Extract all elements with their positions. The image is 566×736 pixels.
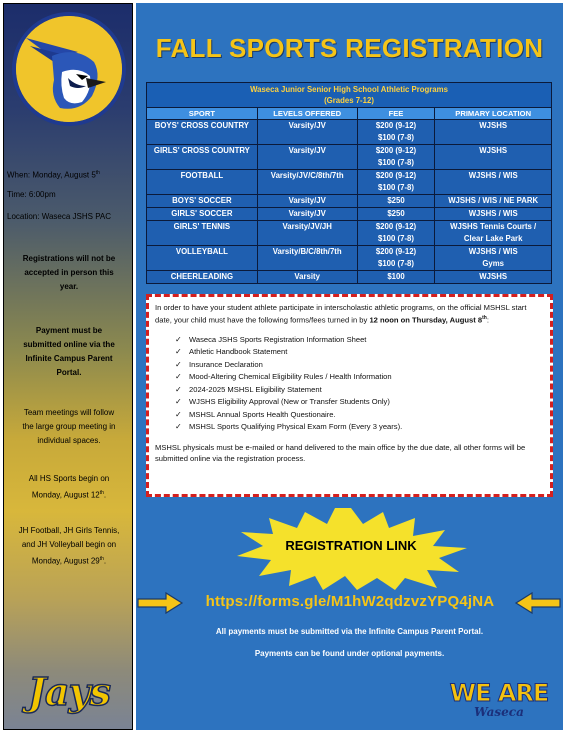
levels-cell: Varsity/JV — [257, 145, 357, 170]
registration-url-link[interactable]: https://forms.gle/M1hW2qdzvzYPQ4jNA — [205, 593, 495, 610]
check-icon: ✓ — [175, 409, 182, 419]
jays-logo: Jays — [27, 669, 111, 714]
online-payment-notice: Payment must be submitted online via the Infinite Campus Parent Portal. — [23, 326, 115, 377]
levels-cell: Varsity/JV — [257, 208, 357, 221]
forms-footer: MSHSL physicals must be e-mailed or hand delivered to the main office by the due date, all other forms will be submitted online via the registration process. — [155, 442, 526, 463]
required-forms-box — [146, 294, 553, 497]
forms-intro: In order to have your student athlete participate in interscholastic athletic programs, on the official MSHSL start date, your child must have the following forms/fees turned in by 12 noon on Thursday, August 8th: — [155, 303, 527, 325]
fee-cell: $200 (9-12) $100 (7-8) — [357, 170, 435, 195]
sport-cell: GIRLS' TENNIS — [147, 221, 258, 246]
column-header: LEVELS OFFERED — [257, 108, 357, 120]
location-cell: WJSHS — [435, 271, 552, 284]
main-panel — [136, 3, 563, 730]
no-in-person-notice: Registrations will not be accepted in person this year. — [22, 254, 116, 291]
table-row — [147, 120, 552, 145]
athletic-programs-table — [146, 82, 552, 284]
column-header: FEE — [357, 108, 435, 120]
sport-cell: CHEERLEADING — [147, 271, 258, 284]
hs-sports-start: All HS Sports begin on Monday, August 12th. — [28, 474, 110, 500]
sport-cell: FOOTBALL — [147, 170, 258, 195]
list-item: ✓ Mood-Altering Chemical Eligibility Rules / Health Information — [175, 371, 544, 384]
arrow-right-icon — [136, 591, 184, 615]
jh-sports-start: JH Football, JH Girls Tennis, and JH Volleyball begin on Monday, August 29th. — [18, 526, 120, 566]
location-cell: WJSHS Tennis Courts / Clear Lake Park — [435, 221, 552, 246]
table-row — [147, 221, 552, 246]
list-item: ✓ MSHSL Annual Sports Health Questionaire. — [175, 409, 544, 422]
we-are-waseca-logo: WE ARE Waseca — [449, 679, 549, 719]
list-item: ✓ WJSHS Eligibility Approval (New or Transfer Students Only) — [175, 396, 544, 409]
location-text: Location: Waseca JSHS PAC — [7, 212, 112, 221]
table-row — [147, 170, 552, 195]
table-row — [147, 145, 552, 170]
fee-cell: $200 (9-12) $100 (7-8) — [357, 145, 435, 170]
registration-link-label: REGISTRATION LINK — [285, 538, 417, 553]
payment-note: All payments must be submitted via the Infinite Campus Parent Portal. — [215, 627, 484, 636]
table-row — [147, 208, 552, 221]
levels-cell: Varsity/JV — [257, 120, 357, 145]
location-cell: WJSHS / WIS — [435, 170, 552, 195]
levels-cell: Varsity — [257, 271, 357, 284]
check-icon: ✓ — [175, 334, 182, 344]
page-title: FALL SPORTS REGISTRATION — [155, 33, 544, 63]
levels-cell: Varsity/JV — [257, 195, 357, 208]
list-item: ✓ Waseca JSHS Sports Registration Information Sheet — [175, 334, 544, 347]
location-cell: WJSHS / WIS Gyms — [435, 246, 552, 271]
check-icon: ✓ — [175, 347, 182, 357]
sport-cell: GIRLS' SOCCER — [147, 208, 258, 221]
team-meetings-notice: Team meetings will follow the large group meeting in individual spaces. — [22, 408, 116, 445]
levels-cell: Varsity/JV/JH — [257, 221, 357, 246]
fee-cell: $200 (9-12) $100 (7-8) — [357, 246, 435, 271]
table-row — [147, 271, 552, 284]
levels-cell: Varsity/JV/C/8th/7th — [257, 170, 357, 195]
location-cell: WJSHS / WIS / NE PARK — [435, 195, 552, 208]
list-item: ✓ Athletic Handbook Statement — [175, 346, 544, 359]
column-header: SPORT — [147, 108, 258, 120]
check-icon: ✓ — [175, 422, 182, 432]
check-icon: ✓ — [175, 359, 182, 369]
levels-cell: Varsity/B/C/8th/7th — [257, 246, 357, 271]
location-cell: WJSHS — [435, 145, 552, 170]
sport-cell: BOYS' CROSS COUNTRY — [147, 120, 258, 145]
arrow-left-icon — [514, 591, 562, 615]
table-row — [147, 246, 552, 271]
sport-cell: BOYS' SOCCER — [147, 195, 258, 208]
payment-location-note: Payments can be found under optional payments. — [254, 649, 445, 658]
sport-cell: VOLLEYBALL — [147, 246, 258, 271]
list-item: ✓ MSHSL Sports Qualifying Physical Exam Form (Every 3 years). — [175, 421, 544, 434]
sport-cell: GIRLS' CROSS COUNTRY — [147, 145, 258, 170]
column-header: PRIMARY LOCATION — [435, 108, 552, 120]
fee-cell: $200 (9-12) $100 (7-8) — [357, 221, 435, 246]
sidebar — [3, 3, 133, 730]
fee-cell: $100 — [357, 271, 435, 284]
fee-cell: $250 — [357, 208, 435, 221]
time-text: Time: 6:00pm — [7, 190, 56, 199]
fee-cell: $200 (9-12) $100 (7-8) — [357, 120, 435, 145]
list-item: ✓ Insurance Declaration — [175, 359, 544, 372]
blue-jay-mascot-icon — [12, 12, 126, 126]
list-item: ✓ 2024-2025 MSHSL Eligibility Statement — [175, 384, 544, 397]
location-cell: WJSHS / WIS — [435, 208, 552, 221]
check-icon: ✓ — [175, 384, 182, 394]
when-text: When: Monday, August 5th — [7, 170, 100, 180]
required-forms-list — [175, 334, 544, 434]
table-heading: Waseca Junior Senior High School Athletic Programs (Grades 7-12) — [147, 83, 552, 108]
table-header-row — [147, 108, 552, 120]
fee-cell: $250 — [357, 195, 435, 208]
location-cell: WJSHS — [435, 120, 552, 145]
check-icon: ✓ — [175, 397, 182, 407]
table-row — [147, 195, 552, 208]
check-icon: ✓ — [175, 372, 182, 382]
